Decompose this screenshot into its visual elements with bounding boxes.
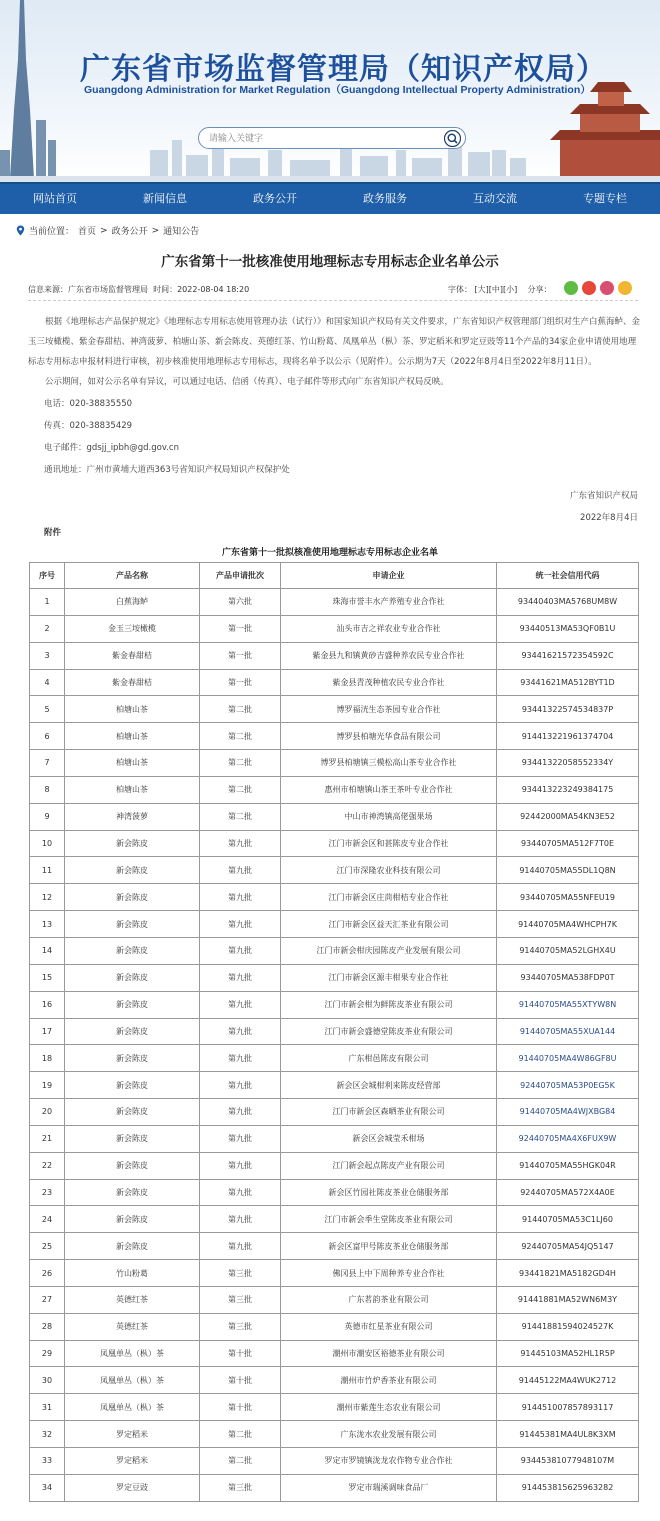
search-box — [198, 127, 466, 149]
table-row — [30, 1394, 639, 1421]
table-cell: 93440705MA538FDP0T — [497, 964, 639, 991]
table-cell: 新会陈皮 — [65, 857, 200, 884]
article-paragraph: 根据《地理标志产品保护规定》《地理标志专用标志使用管理办法（试行）》和国家知识产权局有关文件要求，广东省知识产权管理部门组织对生产白蕉海鲈、金玉三垵橄榄、紫金春甜桔、神湾菠萝、柏塘山茶、新会陈皮、英德红茶、竹山粉葛、凤凰单丛（枞）茶、罗定稻米和罗定豆豉等11个产品的34家企业申请使用地理标志专用标志申报材料进行审核，初步核准使用地理标志专用标志，现将名单予以公示（见附件）。公示期为7天（2022年8月4日至2022年8月11日）。 — [28, 317, 641, 367]
table-cell: 93440705MA55NFEU19 — [497, 884, 639, 911]
table-cell: 93441621572354592C — [497, 642, 639, 669]
table-body — [30, 589, 639, 1502]
table-cell: 竹山粉葛 — [65, 1260, 200, 1287]
table-cell: 第九批 — [200, 884, 281, 911]
table-cell: 江门市新会柑庆园陈皮产业发展有限公司 — [281, 937, 497, 964]
table-row — [30, 1313, 639, 1340]
table-cell: 第九批 — [200, 1152, 281, 1179]
table-row — [30, 1099, 639, 1126]
table-cell: 91440705MA55HGK04R — [497, 1152, 639, 1179]
table-cell: 江门市新会季生堂陈皮茶业有限公司 — [281, 1206, 497, 1233]
table-cell: 博罗县柏塘镇三模松高山茶专业合作社 — [281, 750, 497, 777]
table-row — [30, 1125, 639, 1152]
table-header-cell: 申请企业 — [281, 563, 497, 589]
table-row — [30, 857, 639, 884]
table-cell: 93440403MA5768UM8W — [497, 589, 639, 616]
table-cell: 白蕉海鲈 — [65, 589, 200, 616]
table-cell: 4 — [30, 669, 65, 696]
font-size-medium[interactable]: [中] — [488, 285, 504, 294]
table-cell: 凤凰单丛（枞）茶 — [65, 1367, 200, 1394]
article-meta — [28, 284, 249, 295]
table-cell: 第九批 — [200, 991, 281, 1018]
nav-item-gov-services[interactable]: 政务服务 — [363, 192, 407, 205]
table-cell: 江门新会起点陈皮产业有限公司 — [281, 1152, 497, 1179]
table-cell: 92440705MA572X4A0E — [497, 1179, 639, 1206]
table-header-cell: 统一社会信用代码 — [497, 563, 639, 589]
font-size-large[interactable]: [大] — [474, 285, 489, 294]
table-cell: 32 — [30, 1421, 65, 1448]
table-row — [30, 911, 639, 938]
breadcrumb-home[interactable]: 首页 — [78, 227, 97, 237]
table-cell: 罗定豆豉 — [65, 1474, 200, 1501]
table-row — [30, 615, 639, 642]
table-cell: 第十批 — [200, 1367, 281, 1394]
table-row — [30, 669, 639, 696]
table-cell: 第二批 — [200, 803, 281, 830]
table-cell: 第九批 — [200, 1099, 281, 1126]
table-cell: 93441322058552334Y — [497, 750, 639, 777]
table-row — [30, 1206, 639, 1233]
contact-email: 电子邮件：gdsjj_ipbh@gd.gov.cn — [44, 443, 179, 453]
table-cell: 914453815625963282 — [497, 1474, 639, 1501]
table-cell: 珠海市誉丰水产养殖专业合作社 — [281, 589, 497, 616]
table-cell: 24 — [30, 1206, 65, 1233]
article-title: 广东省第十一批核准使用地理标志专用标志企业名单公示 — [161, 254, 499, 270]
table-cell: 9 — [30, 803, 65, 830]
table-cell: 第九批 — [200, 1206, 281, 1233]
table-cell: 新会陈皮 — [65, 1125, 200, 1152]
table-cell: 新会陈皮 — [65, 1099, 200, 1126]
table-cell: 罗定市瑞溪调味食品厂 — [281, 1474, 497, 1501]
table-cell: 新会陈皮 — [65, 1206, 200, 1233]
signature-date: 2022年8月4日 — [580, 513, 638, 523]
table-row — [30, 1179, 639, 1206]
table-cell: 11 — [30, 857, 65, 884]
table-cell[interactable]: 92440705MA53P0EG5K — [497, 1072, 639, 1099]
table-header-cell: 产品申请批次 — [200, 563, 281, 589]
table-cell: 紫金县九和镇黄砂吉盛种养农民专业合作社 — [281, 642, 497, 669]
contact-address: 通讯地址：广州市黄埔大道西363号省知识产权局知识产权保护处 — [44, 465, 290, 475]
table-row — [30, 964, 639, 991]
table-cell: 新会陈皮 — [65, 1072, 200, 1099]
table-cell: 潮州市潮安区裕德茶业有限公司 — [281, 1340, 497, 1367]
table-cell: 新会陈皮 — [65, 991, 200, 1018]
table-cell: 91445381MA4UL8K3XM — [497, 1421, 639, 1448]
font-size-label: 字体： — [448, 285, 472, 294]
enterprise-table — [29, 562, 639, 1502]
table-cell: 第九批 — [200, 857, 281, 884]
table-cell: 914451007857893117 — [497, 1394, 639, 1421]
table-cell: 潮州市紫莲生态农业有限公司 — [281, 1394, 497, 1421]
divider — [28, 300, 638, 301]
table-cell[interactable]: 92440705MA4X6FUX9W — [497, 1125, 639, 1152]
table-cell: 93441821MA5182GD4H — [497, 1260, 639, 1287]
table-cell: 汕头市吉之祥农业专业合作社 — [281, 615, 497, 642]
table-cell: 23 — [30, 1179, 65, 1206]
table-cell: 13 — [30, 911, 65, 938]
table-cell: 神湾菠萝 — [65, 803, 200, 830]
table-cell: 30 — [30, 1367, 65, 1394]
search-input[interactable] — [209, 131, 435, 146]
article-time: 时间：2022-08-04 18:20 — [153, 285, 250, 294]
table-cell: 新会陈皮 — [65, 1018, 200, 1045]
table-row — [30, 937, 639, 964]
weibo-share-icon[interactable] — [582, 281, 596, 295]
table-cell: 92440705MA54JQ5147 — [497, 1233, 639, 1260]
table-cell: 第九批 — [200, 1179, 281, 1206]
table-cell: 第九批 — [200, 830, 281, 857]
table-cell: 91440705MA55DL1Q8N — [497, 857, 639, 884]
table-row — [30, 1233, 639, 1260]
table-cell: 新会区富甲号陈皮茶业仓储服务部 — [281, 1233, 497, 1260]
table-cell: 33 — [30, 1448, 65, 1475]
table-cell: 新会区会城莹禾柑场 — [281, 1125, 497, 1152]
article-body — [28, 312, 640, 528]
table-cell: 新会陈皮 — [65, 1179, 200, 1206]
table-cell: 新会区竹园社陈皮茶业仓储服务部 — [281, 1179, 497, 1206]
table-cell: 江门市新会区源丰柑果专业合作社 — [281, 964, 497, 991]
table-cell: 1 — [30, 589, 65, 616]
table-cell: 新会陈皮 — [65, 1152, 200, 1179]
table-cell: 9144188159402452​7K — [497, 1313, 639, 1340]
table-cell: 14 — [30, 937, 65, 964]
table-header-cell: 序号 — [30, 563, 65, 589]
table-cell: 第九批 — [200, 911, 281, 938]
table-cell: 中山市神湾镇高佬强果场 — [281, 803, 497, 830]
main-nav — [0, 182, 660, 214]
table-cell: 博罗福洸生态茶园专业合作社 — [281, 696, 497, 723]
table-cell: 新会区会城柑利来陈皮经营部 — [281, 1072, 497, 1099]
nav-item-news[interactable]: 新闻信息 — [143, 192, 187, 205]
table-row — [30, 589, 639, 616]
table-cell: 21 — [30, 1125, 65, 1152]
article-source: 信息来源：广东省市场监督管理局 — [28, 285, 148, 294]
table-row — [30, 1260, 639, 1287]
table-cell: 第九批 — [200, 1072, 281, 1099]
table-cell: 19 — [30, 1072, 65, 1099]
table-cell: 3 — [30, 642, 65, 669]
table-cell: 第九批 — [200, 1125, 281, 1152]
table-cell: 金玉三垵橄榄 — [65, 615, 200, 642]
table-row — [30, 803, 639, 830]
table-cell: 29 — [30, 1340, 65, 1367]
table-cell: 英德红茶 — [65, 1286, 200, 1313]
table-cell: 江门市新会柑为鲜陈皮茶业有限公司 — [281, 991, 497, 1018]
nav-item-special-topics[interactable]: 专题专栏 — [583, 192, 627, 205]
table-cell: 第二批 — [200, 750, 281, 777]
table-row — [30, 1018, 639, 1045]
table-cell: 江门市深隆农业科技有限公司 — [281, 857, 497, 884]
table-row — [30, 1474, 639, 1501]
table-title: 广东省第十一批拟核准使用地理标志专用标志企业名单 — [221, 548, 438, 558]
table-cell: 第二批 — [200, 723, 281, 750]
table-cell[interactable]: 91440705MA4WJXBG84 — [497, 1099, 639, 1126]
breadcrumb-notices[interactable]: 通知公告 — [163, 227, 200, 237]
table-cell: 第三批 — [200, 1313, 281, 1340]
table-cell: 紫金春甜桔 — [65, 669, 200, 696]
table-cell: 柏塘山茶 — [65, 776, 200, 803]
table-cell: 新会陈皮 — [65, 1233, 200, 1260]
table-cell: 江门市新会盛德堂陈皮茶业有限公司 — [281, 1018, 497, 1045]
table-row — [30, 830, 639, 857]
table-cell: 第十批 — [200, 1340, 281, 1367]
table-cell: 26 — [30, 1260, 65, 1287]
table-cell: 第六批 — [200, 589, 281, 616]
wechat-share-icon[interactable] — [564, 281, 578, 295]
table-cell: 广东柑邑陈皮有限公司 — [281, 1045, 497, 1072]
table-cell: 柏塘山茶 — [65, 723, 200, 750]
site-title: 广东省市场监督管理局（知识产权局） — [80, 52, 607, 87]
table-cell: 12 — [30, 884, 65, 911]
share-buttons — [564, 281, 632, 295]
table-cell: 新会陈皮 — [65, 884, 200, 911]
table-cell: 16 — [30, 991, 65, 1018]
table-cell: 罗定稻米 — [65, 1448, 200, 1475]
table-cell: 34 — [30, 1474, 65, 1501]
table-cell: 江门市新会区益天汇茶业有限公司 — [281, 911, 497, 938]
table-cell: 紫金春甜桔 — [65, 642, 200, 669]
table-cell[interactable]: 91440705MA4W86GF8U — [497, 1045, 639, 1072]
table-cell: 第二批 — [200, 1421, 281, 1448]
table-cell: 第三批 — [200, 1260, 281, 1287]
table-cell: 28 — [30, 1313, 65, 1340]
table-cell: 6 — [30, 723, 65, 750]
table-cell[interactable]: 91440705MA55XTYW8N — [497, 991, 639, 1018]
table-cell: 25 — [30, 1233, 65, 1260]
table-cell: 柏塘山茶 — [65, 696, 200, 723]
table-cell: 新会陈皮 — [65, 937, 200, 964]
table-cell: 20 — [30, 1099, 65, 1126]
table-cell: 91441881MA52WN6M3Y — [497, 1286, 639, 1313]
table-cell: 15 — [30, 964, 65, 991]
table-cell: 新会陈皮 — [65, 911, 200, 938]
table-cell: 第一批 — [200, 669, 281, 696]
table-cell: 22 — [30, 1152, 65, 1179]
table-cell: 博罗县柏塘光华食品有限公司 — [281, 723, 497, 750]
contact-fax: 传真：020-38835429 — [44, 421, 133, 431]
table-cell: 江门市新会区庄苘柑桔专业合作社 — [281, 884, 497, 911]
share-label: 分享： — [527, 285, 552, 294]
table-cell: 新会陈皮 — [65, 964, 200, 991]
table-cell: 91445103MA52HL1R5P — [497, 1340, 639, 1367]
table-cell: 江门市新会区森晒茶业有限公司 — [281, 1099, 497, 1126]
table-row — [30, 1286, 639, 1313]
table-row — [30, 776, 639, 803]
table-cell: 第一批 — [200, 642, 281, 669]
table-header-row — [30, 563, 639, 589]
table-cell: 第九批 — [200, 1018, 281, 1045]
font-size-small[interactable]: [小] — [503, 285, 518, 294]
table-row — [30, 1448, 639, 1475]
table-cell: 91440705MA4WHCPH7K — [497, 911, 639, 938]
contact-phone: 电话：020-38835550 — [44, 399, 133, 409]
favorite-star-icon[interactable] — [618, 281, 632, 295]
table-cell: 第三批 — [200, 1286, 281, 1313]
table-cell: 英德市红星茶业有限公司 — [281, 1313, 497, 1340]
table-cell: 93445381077948107M — [497, 1448, 639, 1475]
nav-item-home[interactable]: 网站首页 — [33, 192, 77, 205]
table-cell: 93440705MA512F7T0E — [497, 830, 639, 857]
table-row — [30, 1072, 639, 1099]
table-cell: 凤凰单丛（枞）茶 — [65, 1394, 200, 1421]
table-cell: 第九批 — [200, 964, 281, 991]
table-cell: 柏塘山茶 — [65, 750, 200, 777]
table-cell: 91440705MA52LGHX4U — [497, 937, 639, 964]
table-cell: 5 — [30, 696, 65, 723]
table-row — [30, 1340, 639, 1367]
annex-label: 附件 — [44, 528, 62, 538]
location-pin-icon — [16, 225, 25, 236]
table-cell: 10 — [30, 830, 65, 857]
table-cell: 第一批 — [200, 615, 281, 642]
table-row — [30, 723, 639, 750]
nav-item-interaction[interactable]: 互动交流 — [473, 192, 517, 205]
table-cell: 第二批 — [200, 696, 281, 723]
table-cell: 93440513MA53QF0B1U — [497, 615, 639, 642]
table-cell: 2 — [30, 615, 65, 642]
table-cell: 新会陈皮 — [65, 830, 200, 857]
table-cell: 第十批 — [200, 1394, 281, 1421]
table-cell: 93441621MA512BYT1D — [497, 669, 639, 696]
table-cell: 934413223249384175 — [497, 776, 639, 803]
table-cell: 第九批 — [200, 1045, 281, 1072]
table-cell: 紫金县青茂种植农民专业合作社 — [281, 669, 497, 696]
breadcrumb-separator: > — [151, 225, 160, 236]
font-size-controls — [448, 284, 551, 295]
table-cell: 惠州市柏塘镇山茶王茶叶专业合作社 — [281, 776, 497, 803]
table-cell: 8 — [30, 776, 65, 803]
table-cell: 第九批 — [200, 1233, 281, 1260]
table-row — [30, 1367, 639, 1394]
table-header-cell: 产品名称 — [65, 563, 200, 589]
table-cell: 广东茗韵茶业有限公司 — [281, 1286, 497, 1313]
table-cell: 罗定市罗镜镇泷龙农作物专业合作社 — [281, 1448, 497, 1475]
site-banner — [0, 0, 660, 182]
table-cell: 第二批 — [200, 1448, 281, 1475]
table-cell: 江门市新会区和甚陈皮专业合作社 — [281, 830, 497, 857]
table-row — [30, 1045, 639, 1072]
table-cell: 31 — [30, 1394, 65, 1421]
table-cell: 92442000MA54KN3E52 — [497, 803, 639, 830]
table-row — [30, 696, 639, 723]
table-cell: 914413221961374704 — [497, 723, 639, 750]
table-cell: 凤凰单丛（枞）茶 — [65, 1340, 200, 1367]
breadcrumb-gov-affairs-public[interactable]: 政务公开 — [111, 227, 148, 237]
table-cell: 佛冈县上中下周种养专业合作社 — [281, 1260, 497, 1287]
nav-item-gov-affairs-public[interactable]: 政务公开 — [253, 192, 297, 205]
table-cell: 广东泷水农业发展有限公司 — [281, 1421, 497, 1448]
table-cell: 17 — [30, 1018, 65, 1045]
breadcrumb-separator: > — [100, 225, 108, 236]
table-row — [30, 1152, 639, 1179]
table-row — [30, 884, 639, 911]
table-row — [30, 642, 639, 669]
breadcrumb — [16, 224, 199, 237]
table-cell: 18 — [30, 1045, 65, 1072]
table-cell: 潮州市竹炉香茶业有限公司 — [281, 1367, 497, 1394]
table-cell[interactable]: 91440705MA55XUA144 — [497, 1018, 639, 1045]
table-cell: 91440705MA53C1LJ60 — [497, 1206, 639, 1233]
table-cell: 93441322574534837P — [497, 696, 639, 723]
search-icon[interactable] — [444, 130, 461, 147]
table-cell: 27 — [30, 1286, 65, 1313]
table-row — [30, 1421, 639, 1448]
table-cell: 第三批 — [200, 1474, 281, 1501]
table-row — [30, 991, 639, 1018]
breadcrumb-label: 当前位置： — [29, 227, 75, 237]
site-subtitle: Guangdong Administration for Market Regulation（Guangdong Intellectual Property Administration） — [84, 84, 591, 96]
table-cell: 新会陈皮 — [65, 1045, 200, 1072]
qzone-share-icon[interactable] — [600, 281, 614, 295]
table-cell: 第二批 — [200, 776, 281, 803]
table-cell: 罗定稻米 — [65, 1421, 200, 1448]
table-cell: 英德红茶 — [65, 1313, 200, 1340]
signature-org: 广东省知识产权局 — [569, 491, 638, 501]
table-cell: 91445122MA4WUK2712 — [497, 1367, 639, 1394]
article-paragraph: 公示期间，如对公示名单有异议，可以通过电话、信函（传真）、电子邮件等形式向广东省知识产权局反映。 — [45, 377, 449, 387]
table-row — [30, 750, 639, 777]
table-cell: 第九批 — [200, 937, 281, 964]
table-cell: 7 — [30, 750, 65, 777]
